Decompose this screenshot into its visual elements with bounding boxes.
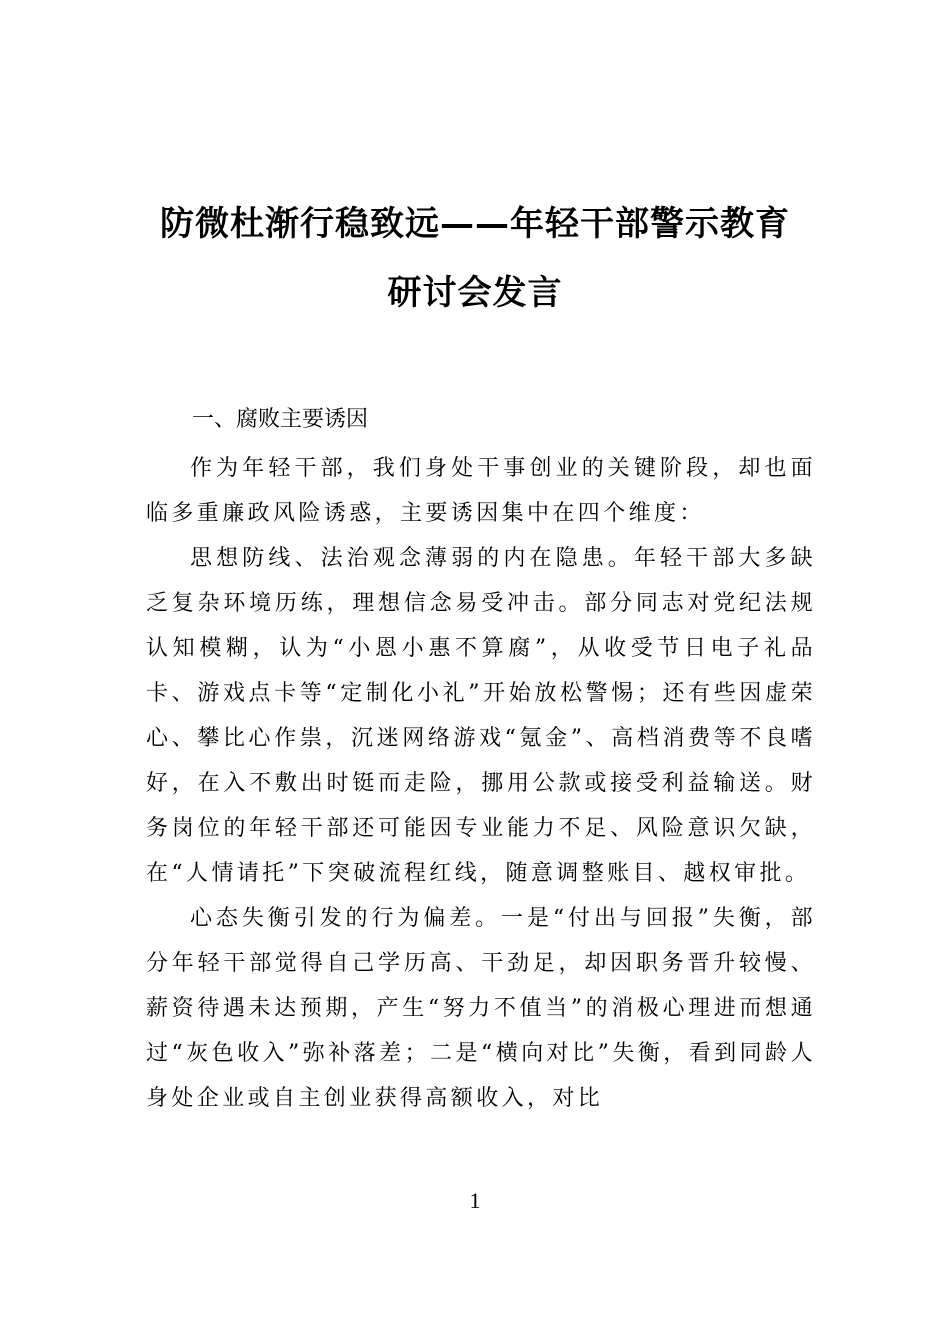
paragraph-mentality: 心态失衡引发的行为偏差。一是“付出与回报”失衡，部分年轻干部觉得自己学历高、干劲足，却因职务晋升较慢、薪资待遇未达预期，产生“努力不值当”的消极心理进而想通过“灰色收入”弥补落差；二是“横向对比”失衡，看到同龄人身处企业或自主创业获得高额收入，对比 [146, 906, 816, 1111]
document-title-line-1: 防微杜渐行稳致远——年轻干部警示教育 [160, 204, 790, 244]
body-text [146, 446, 816, 1121]
section-heading: 一、腐败主要诱因 [192, 407, 369, 432]
document-title-line-2: 研讨会发言 [387, 273, 563, 313]
paragraph-ideological: 思想防线、法治观念薄弱的内在隐患。年轻干部大多缺乏复杂环境历练，理想信念易受冲击。部分同志对党纪法规认知模糊，认为“小恩小惠不算腐”，从收受节日电子礼品卡、游戏点卡等“定制化小礼”开始放松警惕；还有些因虚荣心、攀比心作祟，沉迷网络游戏“氪金”、高档消费等不良嗜好，在入不敷出时铤而走险，挪用公款或接受利益输送。财务岗位的年轻干部还可能因专业能力不足、风险意识欠缺，在“人情请托”下突破流程红线，随意调整账目、越权审批。 [146, 546, 816, 886]
paragraph-intro: 作为年轻干部，我们身处干事创业的关键阶段，却也面临多重廉政风险诱惑，主要诱因集中在四个维度： [146, 456, 816, 526]
page-number: 1 [469, 1188, 481, 1213]
